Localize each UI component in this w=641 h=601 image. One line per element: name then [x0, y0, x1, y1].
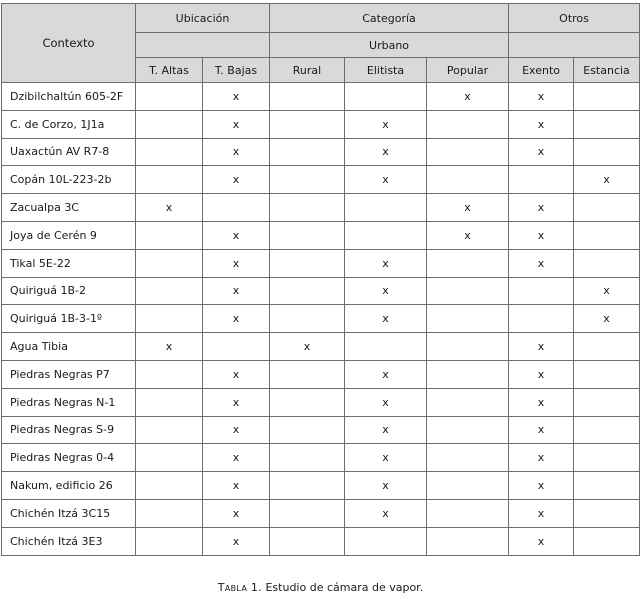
cell-mark	[270, 166, 345, 194]
cell-mark: x	[427, 83, 509, 111]
row-contexto: Quiriguá 1B-2	[2, 277, 136, 305]
row-contexto: Dzibilchaltún 605-2F	[2, 83, 136, 111]
caption-label: Tabla 1.	[217, 581, 262, 594]
cell-mark: x	[203, 83, 270, 111]
table-caption	[0, 581, 641, 594]
cell-mark: x	[345, 444, 427, 472]
cell-mark	[345, 194, 427, 222]
header-ubicacion-blank	[136, 33, 270, 58]
cell-mark	[574, 527, 640, 555]
header-contexto: Contexto	[2, 4, 136, 83]
cell-mark: x	[345, 416, 427, 444]
cell-mark: x	[203, 388, 270, 416]
cell-mark	[574, 388, 640, 416]
cell-mark	[574, 416, 640, 444]
table-row	[2, 499, 640, 527]
header-otros: Otros	[509, 4, 640, 33]
row-contexto: Piedras Negras 0-4	[2, 444, 136, 472]
column-header: T. Altas	[136, 58, 203, 83]
cell-mark	[270, 138, 345, 166]
cell-mark: x	[427, 221, 509, 249]
cell-mark	[427, 249, 509, 277]
cell-mark: x	[270, 333, 345, 361]
row-contexto: Chichén Itzá 3E3	[2, 527, 136, 555]
cell-mark	[136, 221, 203, 249]
cell-mark	[427, 138, 509, 166]
cell-mark	[427, 499, 509, 527]
cell-mark	[427, 277, 509, 305]
row-contexto: Piedras Negras P7	[2, 360, 136, 388]
cell-mark: x	[203, 277, 270, 305]
cell-mark	[203, 333, 270, 361]
table-row	[2, 110, 640, 138]
cell-mark	[574, 472, 640, 500]
cell-mark: x	[509, 472, 574, 500]
row-contexto: Joya de Cerén 9	[2, 221, 136, 249]
cell-mark: x	[345, 138, 427, 166]
cell-mark: x	[203, 360, 270, 388]
cell-mark	[574, 333, 640, 361]
column-header: Popular	[427, 58, 509, 83]
table-row	[2, 249, 640, 277]
data-table	[1, 3, 640, 556]
cell-mark: x	[203, 221, 270, 249]
cell-mark	[270, 305, 345, 333]
table-row	[2, 444, 640, 472]
cell-mark: x	[203, 416, 270, 444]
cell-mark	[509, 166, 574, 194]
cell-mark	[136, 360, 203, 388]
cell-mark: x	[574, 305, 640, 333]
row-contexto: C. de Corzo, 1J1a	[2, 110, 136, 138]
cell-mark	[136, 138, 203, 166]
cell-mark	[136, 305, 203, 333]
table-row	[2, 305, 640, 333]
cell-mark	[427, 110, 509, 138]
cell-mark: x	[509, 83, 574, 111]
cell-mark: x	[509, 388, 574, 416]
cell-mark	[574, 110, 640, 138]
cell-mark: x	[345, 110, 427, 138]
cell-mark: x	[345, 360, 427, 388]
cell-mark	[270, 388, 345, 416]
cell-mark	[345, 527, 427, 555]
column-header: T. Bajas	[203, 58, 270, 83]
cell-mark	[427, 166, 509, 194]
cell-mark: x	[203, 249, 270, 277]
cell-mark	[427, 388, 509, 416]
column-header: Exento	[509, 58, 574, 83]
cell-mark	[427, 527, 509, 555]
table-row	[2, 194, 640, 222]
header-ubicacion: Ubicación	[136, 4, 270, 33]
cell-mark	[270, 194, 345, 222]
cell-mark	[136, 416, 203, 444]
table-row	[2, 83, 640, 111]
cell-mark: x	[509, 499, 574, 527]
cell-mark	[270, 527, 345, 555]
cell-mark: x	[203, 499, 270, 527]
cell-mark	[574, 444, 640, 472]
cell-mark	[345, 83, 427, 111]
cell-mark	[574, 221, 640, 249]
cell-mark	[270, 360, 345, 388]
table-container	[1, 3, 639, 556]
cell-mark: x	[427, 194, 509, 222]
cell-mark	[427, 305, 509, 333]
cell-mark: x	[345, 472, 427, 500]
header-categoria: Categoría	[270, 4, 509, 33]
cell-mark	[270, 472, 345, 500]
row-contexto: Agua Tibia	[2, 333, 136, 361]
cell-mark	[203, 194, 270, 222]
cell-mark: x	[345, 166, 427, 194]
cell-mark	[270, 221, 345, 249]
cell-mark	[574, 194, 640, 222]
row-contexto: Zacualpa 3C	[2, 194, 136, 222]
row-contexto: Piedras Negras N-1	[2, 388, 136, 416]
cell-mark	[509, 277, 574, 305]
cell-mark: x	[509, 416, 574, 444]
table-row	[2, 527, 640, 555]
row-contexto: Nakum, edificio 26	[2, 472, 136, 500]
caption-text: Estudio de cámara de vapor.	[265, 581, 424, 594]
cell-mark	[136, 444, 203, 472]
table-row	[2, 138, 640, 166]
cell-mark: x	[345, 388, 427, 416]
cell-mark: x	[203, 444, 270, 472]
cell-mark: x	[509, 444, 574, 472]
cell-mark	[136, 83, 203, 111]
header-otros-blank	[509, 33, 640, 58]
cell-mark: x	[203, 138, 270, 166]
cell-mark: x	[203, 110, 270, 138]
cell-mark: x	[203, 472, 270, 500]
cell-mark: x	[509, 527, 574, 555]
cell-mark	[427, 416, 509, 444]
cell-mark: x	[509, 110, 574, 138]
cell-mark: x	[574, 166, 640, 194]
cell-mark: x	[574, 277, 640, 305]
cell-mark	[136, 249, 203, 277]
cell-mark	[574, 499, 640, 527]
cell-mark: x	[345, 305, 427, 333]
table-row	[2, 333, 640, 361]
cell-mark	[345, 333, 427, 361]
cell-mark	[574, 360, 640, 388]
header-urbano: Urbano	[270, 33, 509, 58]
column-header: Estancia	[574, 58, 640, 83]
cell-mark: x	[509, 249, 574, 277]
cell-mark	[270, 416, 345, 444]
cell-mark: x	[345, 277, 427, 305]
cell-mark	[136, 527, 203, 555]
table-row	[2, 166, 640, 194]
cell-mark: x	[509, 333, 574, 361]
table-row	[2, 221, 640, 249]
row-contexto: Tikal 5E-22	[2, 249, 136, 277]
cell-mark	[136, 277, 203, 305]
cell-mark	[574, 83, 640, 111]
row-contexto: Chichén Itzá 3C15	[2, 499, 136, 527]
cell-mark	[345, 221, 427, 249]
cell-mark	[427, 472, 509, 500]
cell-mark: x	[136, 333, 203, 361]
cell-mark	[136, 499, 203, 527]
cell-mark	[574, 249, 640, 277]
cell-mark: x	[509, 138, 574, 166]
cell-mark	[270, 83, 345, 111]
cell-mark	[136, 166, 203, 194]
cell-mark	[136, 472, 203, 500]
table-row	[2, 360, 640, 388]
row-contexto: Copán 10L-223-2b	[2, 166, 136, 194]
cell-mark	[427, 444, 509, 472]
cell-mark	[509, 305, 574, 333]
cell-mark	[574, 138, 640, 166]
cell-mark: x	[136, 194, 203, 222]
cell-mark	[270, 110, 345, 138]
cell-mark	[136, 388, 203, 416]
row-contexto: Uaxactún AV R7-8	[2, 138, 136, 166]
cell-mark	[270, 249, 345, 277]
cell-mark	[270, 444, 345, 472]
table-body	[2, 83, 640, 556]
cell-mark	[270, 499, 345, 527]
column-header: Elitista	[345, 58, 427, 83]
cell-mark: x	[345, 499, 427, 527]
row-contexto: Quiriguá 1B-3-1º	[2, 305, 136, 333]
cell-mark	[270, 277, 345, 305]
table-row	[2, 277, 640, 305]
cell-mark	[427, 360, 509, 388]
cell-mark: x	[203, 166, 270, 194]
cell-mark	[136, 110, 203, 138]
cell-mark: x	[509, 194, 574, 222]
row-contexto: Piedras Negras S-9	[2, 416, 136, 444]
cell-mark: x	[203, 527, 270, 555]
cell-mark: x	[203, 305, 270, 333]
table-row	[2, 472, 640, 500]
cell-mark: x	[509, 360, 574, 388]
cell-mark	[427, 333, 509, 361]
cell-mark: x	[509, 221, 574, 249]
column-header: Rural	[270, 58, 345, 83]
table-row	[2, 416, 640, 444]
cell-mark: x	[345, 249, 427, 277]
table-row	[2, 388, 640, 416]
